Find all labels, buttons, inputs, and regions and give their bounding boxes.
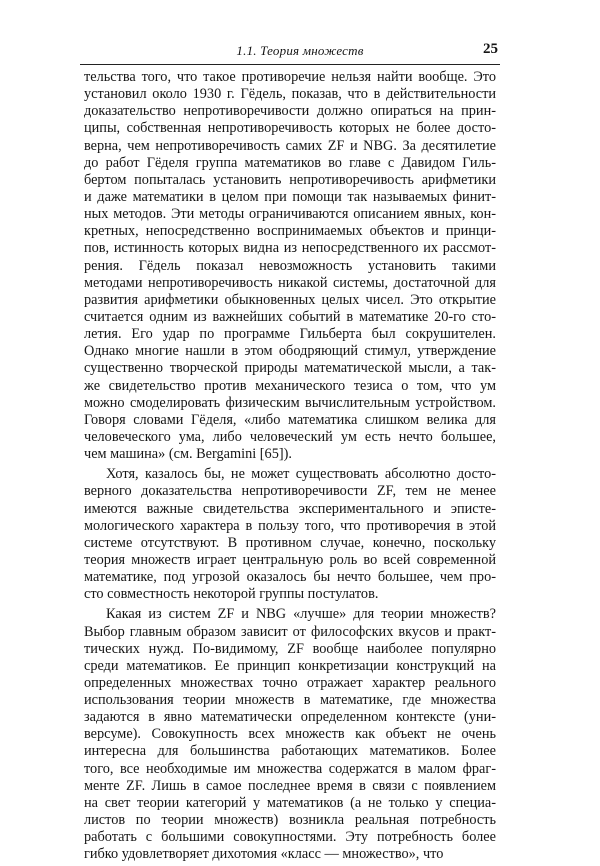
page-number: 25 (483, 41, 498, 57)
text-line: Однако многие нашли в этом ободряющий стимул, утверждение (84, 343, 496, 360)
text-line: версуме). Совокупность всех множеств как объект не очень (84, 726, 496, 743)
text-line: и даже математики в целом при помощи так называемых финит- (84, 188, 496, 205)
text-line: верна, чем непротиворечивость самих ZF и NBG. За десятилетие (84, 137, 496, 154)
header-rule (80, 64, 500, 65)
text-line: листов по теории множеств) возникла реальная потребность (84, 812, 496, 829)
text-line: существенно творческой природы математической мысли, а так- (84, 360, 496, 377)
text-line: Какая из систем ZF и NBG «лучше» для теории множеств? (106, 606, 496, 623)
text-line: тических нужд. По-видимому, ZF вообще наиболее популярно (84, 640, 496, 657)
text-line: использования теории множеств в математике, где множества (84, 692, 496, 709)
text-line: задаются в явно математически определенном контексте (уни- (84, 709, 496, 726)
text-line: работать с большими совокупностями. Эту потребность более (84, 829, 496, 846)
text-line: чем машина» (см. Bergamini [65]). (84, 446, 292, 463)
text-line: Говоря словами Гёделя, «либо математика слишком велика для (84, 411, 496, 428)
text-line: доказательство непротиворечивости должно опираться на прин- (84, 103, 496, 120)
text-line: бертом попыталась установить непротиворечивость арифметики (84, 171, 496, 188)
text-line: верного доказательства непротиворечивости ZF, тем не менее (84, 483, 496, 500)
text-line: того, все необходимые им множества содержатся в малом фраг- (84, 760, 496, 777)
text-line: мологического характера в пользу того, что противоречия в этой (84, 517, 496, 534)
text-line: Хотя, казалось бы, не может существовать абсолютно досто- (106, 466, 496, 483)
text-line: тельства того, что такое противоречие нельзя найти вообще. Это (84, 69, 496, 85)
paragraph (84, 69, 496, 463)
text-line: ципы, собственная непротиворечивость которых не более досто- (84, 120, 496, 137)
text-line: гибко удовлетворяет дихотомия «класс — множество», что (84, 846, 444, 863)
text-line: кретных, непосредственно воспринимаемых объектов и принци- (84, 223, 496, 240)
text-line: сто совместность некоторой группы постулатов. (84, 586, 379, 603)
text-line: методами непротиворечивость никакой системы, достаточной для (84, 274, 496, 291)
paragraph (84, 466, 496, 603)
text-line: можно смоделировать физическим вычислительным устройством. (84, 394, 496, 411)
text-line: же свидетельство против механического тезиса о том, что ум (84, 377, 496, 394)
text-line: среди математиков. Ее принцип конкретизации конструкций на (84, 657, 496, 674)
text-line: установил около 1930 г. Гёдель, показав, что в действительности (84, 86, 496, 103)
text-line: ных методов. Эти методы ограничиваются описанием явных, кон- (84, 206, 496, 223)
text-line: пов, истинность которых видна из непосредственного их рассмот- (84, 240, 496, 257)
running-title: 1.1. Теория множеств (236, 43, 364, 58)
text-line: имеются важные свидетельства экспериментального и эписте- (84, 500, 496, 517)
page-header (0, 40, 600, 64)
text-line: определенных множествах точно отражает характер реального (84, 674, 496, 691)
text-line: математике, под угрозой оказалось бы нечто большее, чем про- (84, 569, 496, 586)
body-text (84, 69, 496, 866)
text-line: системе отсутствуют. В противном случае, конечно, поскольку (84, 534, 496, 551)
text-line: летия. Его удар по программе Гильберта был сокрушителен. (84, 326, 496, 343)
text-line: до работ Гёделя группа математиков во главе с Давидом Гиль- (84, 154, 496, 171)
text-line: Выбор главным образом зависит от философских вкусов и практ- (84, 623, 496, 640)
text-line: интересна для большинства работающих математиков. Более (84, 743, 496, 760)
paragraph (84, 606, 496, 863)
text-line: человеческого ума, либо человеческий ум есть нечто большее, (84, 428, 496, 445)
text-line: на свет теории категорий у математиков (а не только у специа- (84, 794, 496, 811)
text-line: теория множеств играет центральную роль во всей современной (84, 551, 496, 568)
text-line: развития арифметики обыкновенных целых чисел. Это открытие (84, 291, 496, 308)
text-line: считается одним из важнейших событий в математике 20-го сто- (84, 308, 496, 325)
text-line: рения. Гёдель показал невозможность установить такими (84, 257, 496, 274)
text-line: менте ZF. Лишь в самое последнее время в связи с появлением (84, 777, 496, 794)
